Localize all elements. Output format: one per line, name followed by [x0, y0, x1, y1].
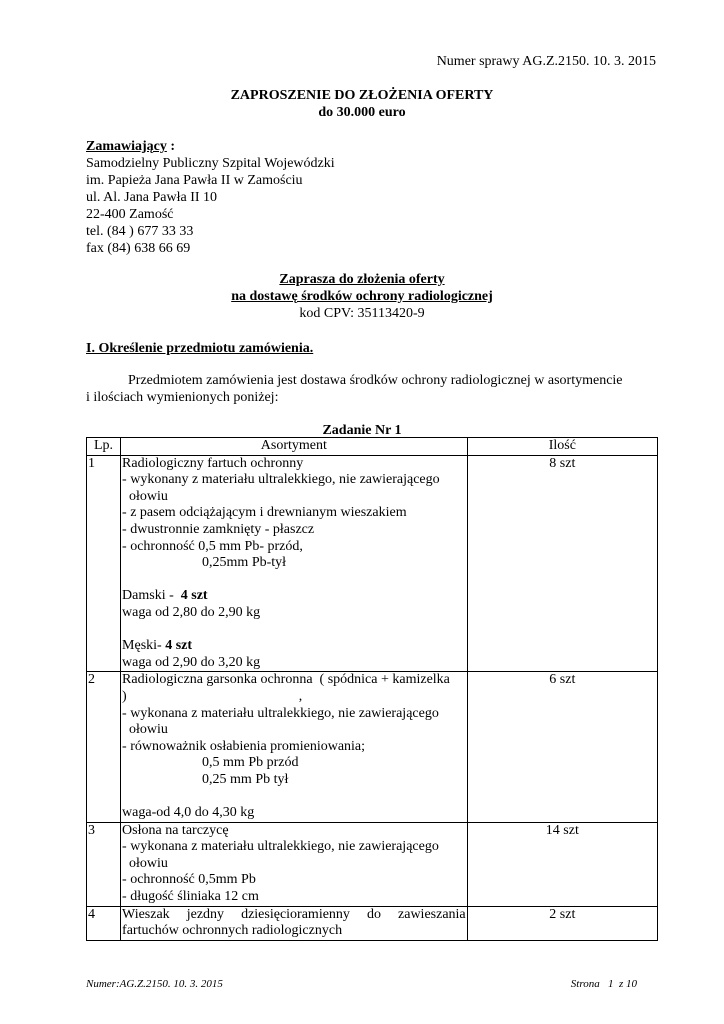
orderer-colon: :	[166, 139, 176, 154]
case-number: Numer sprawy AG.Z.2150. 10. 3. 2015	[436, 54, 656, 69]
table-row	[87, 906, 658, 940]
section-heading: I. Określenie przedmiotu zamówienia.	[86, 341, 314, 356]
orderer-line: fax (84) 638 66 69	[86, 241, 191, 256]
women-quantity: 4 szt	[180, 588, 208, 604]
orderer-line: im. Papieża Jana Pawła II w Zamościu	[86, 173, 303, 188]
item-line: Radiologiczny fartuch ochronny	[122, 455, 304, 471]
item-line: Radiologiczna garsonka ochronna ( spódnica + kamizelka	[122, 672, 450, 688]
section-paragraph	[86, 372, 656, 406]
row-number: 1	[87, 455, 121, 672]
row-quantity: 8 szt	[467, 455, 657, 672]
item-line: ołowiu	[129, 488, 168, 504]
item-line: 0,5 mm Pb przód	[202, 755, 299, 771]
invitation-heading: Zaprasza do złożenia oferty	[279, 272, 445, 287]
task-title: Zadanie Nr 1	[322, 423, 402, 438]
paragraph-line: Przedmiotem zamówienia jest dostawa środków ochrony radiologicznej w asortymencie	[128, 373, 623, 388]
row-description	[121, 672, 468, 822]
column-header-assortment: Asortyment	[121, 438, 468, 456]
document-title: ZAPROSZENIE DO ZŁOŻENIA OFERTY	[230, 88, 494, 103]
item-line: Osłona na tarczycę	[122, 822, 229, 838]
blank-line	[122, 788, 466, 805]
row-description	[121, 455, 468, 672]
column-header-lp: Lp.	[87, 438, 121, 456]
item-line: - wykonany z materiału ultralekkiego, nie zawierającego	[122, 472, 440, 488]
item-line: waga-od 4,0 do 4,30 kg	[122, 805, 255, 821]
orderer-line: tel. (84 ) 677 33 33	[86, 224, 194, 239]
item-line: ołowiu	[129, 722, 168, 738]
footer-page-number: Strona 1 z 10	[570, 978, 637, 990]
footer-case-number: Numer:AG.Z.2150. 10. 3. 2015	[86, 978, 223, 990]
orderer-line: ul. Al. Jana Pawła II 10	[86, 190, 218, 205]
cpv-code: kod CPV: 35113420-9	[299, 306, 425, 321]
orderer-line: 22-400 Zamość	[86, 207, 174, 222]
orderer-heading	[86, 138, 335, 155]
row-quantity: 2 szt	[467, 906, 657, 940]
row-description	[121, 906, 468, 940]
women-label: Damski -	[122, 588, 181, 604]
item-line: Wieszak jezdny dziesięcioramienny do zawieszania	[122, 906, 466, 922]
item-line	[122, 689, 466, 706]
item-fragment: ,	[298, 688, 303, 704]
invitation-subject: na dostawę środków ochrony radiologicznej	[231, 289, 493, 304]
item-line: 0,25 mm Pb tył	[202, 771, 289, 787]
row-number: 4	[87, 906, 121, 940]
table-row	[87, 672, 658, 822]
item-line: - wykonana z materiału ultralekkiego, nie zawierającego	[122, 705, 439, 721]
item-line: - równoważnik osłabienia promieniowania;	[122, 738, 366, 754]
item-line: - dwustronnie zamknięty - płaszcz	[122, 521, 315, 537]
item-line: fartuchów ochronnych radiologicznych	[122, 923, 343, 939]
women-weight: waga od 2,80 do 2,90 kg	[122, 604, 261, 620]
items-table	[86, 437, 658, 941]
orderer-label: Zamawiający	[86, 139, 167, 154]
item-line: - z pasem odciążającym i drewnianym wieszakiem	[122, 505, 407, 521]
item-line: - długość śliniaka 12 cm	[122, 889, 259, 905]
item-fragment: )	[122, 688, 127, 704]
item-line: 0,25mm Pb-tył	[202, 555, 287, 571]
item-line: - ochronność 0,5 mm Pb- przód,	[122, 538, 303, 554]
row-number: 2	[87, 672, 121, 822]
item-line: ołowiu	[129, 855, 168, 871]
men-weight: waga od 2,90 do 3,20 kg	[122, 654, 261, 670]
row-description	[121, 822, 468, 906]
blank-line	[122, 572, 466, 589]
blank-line	[122, 622, 466, 639]
orderer-line: Samodzielny Publiczny Szpital Wojewódzki	[86, 156, 335, 171]
table-row	[87, 455, 658, 672]
men-variant	[122, 638, 466, 655]
orderer-block	[86, 138, 335, 257]
row-quantity: 6 szt	[467, 672, 657, 822]
column-header-quantity: Ilość	[467, 438, 657, 456]
document-subtitle: do 30.000 euro	[318, 105, 406, 120]
men-quantity: 4 szt	[165, 638, 193, 654]
men-label: Męski-	[122, 638, 166, 654]
table-header-row	[87, 438, 658, 456]
item-line: - wykonana z materiału ultralekkiego, nie zawierającego	[122, 839, 439, 855]
women-variant	[122, 588, 466, 605]
item-line: - ochronność 0,5mm Pb	[122, 872, 256, 888]
paragraph-line: i ilościach wymienionych poniżej:	[86, 390, 279, 405]
row-number: 3	[87, 822, 121, 906]
row-quantity: 14 szt	[467, 822, 657, 906]
table-row	[87, 822, 658, 906]
